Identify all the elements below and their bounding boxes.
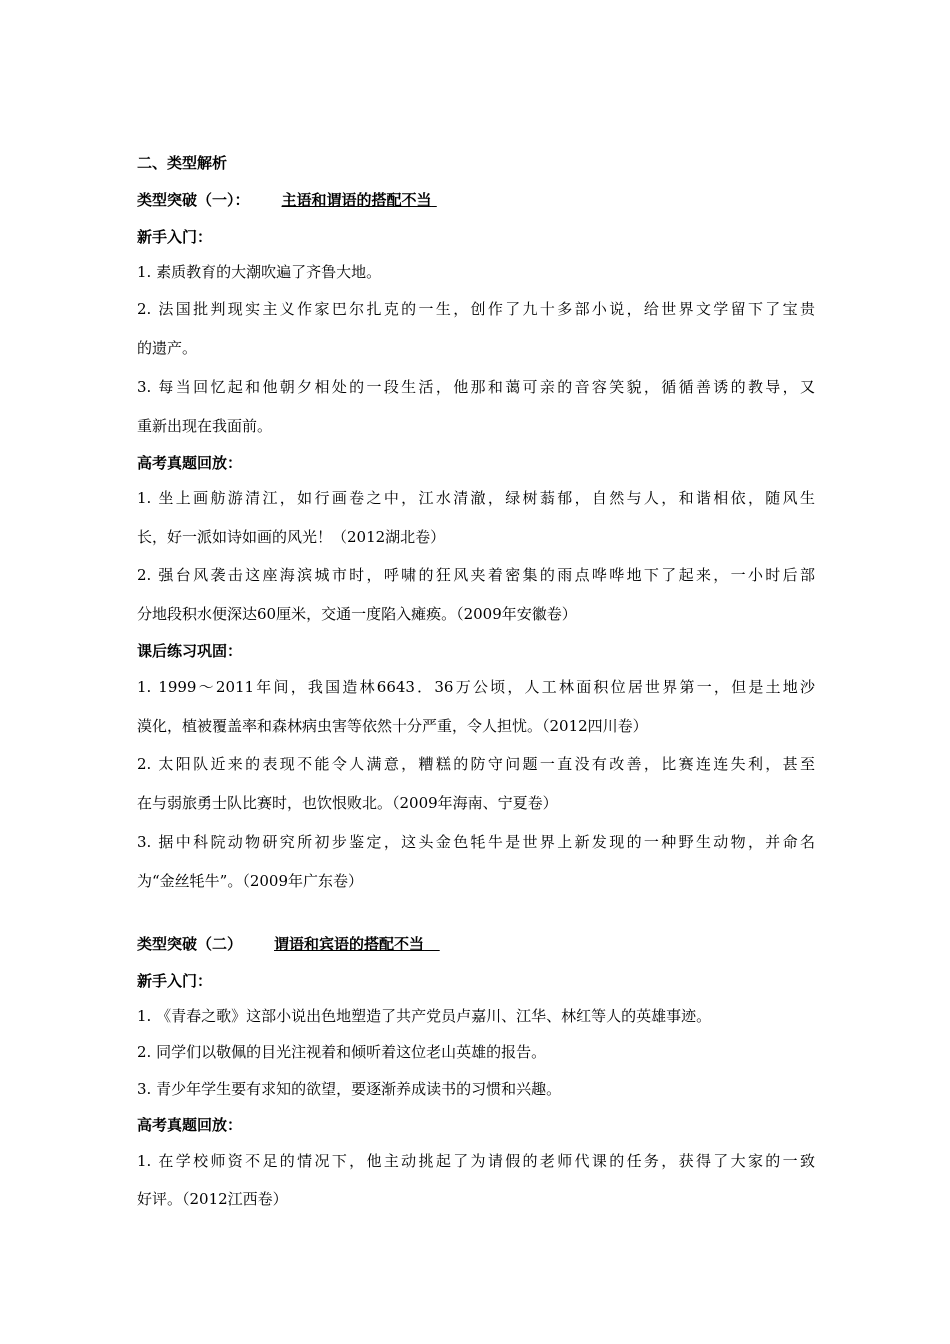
part2-heading xyxy=(137,933,440,954)
part2-label: 类型突破（二） xyxy=(137,935,243,953)
part1-novice-line: 1. 素质教育的大潮吹遍了齐鲁大地。 xyxy=(137,263,382,281)
part1-novice-line: 的遗产。 xyxy=(137,339,198,357)
part1-practice-line: 漠化，植被覆盖率和森林病虫害等依然十分严重，令人担忧。（2012四川卷） xyxy=(137,717,648,735)
part1-novice-label: 新手入门： xyxy=(137,228,213,246)
section-title: 二、类型解析 xyxy=(137,154,228,172)
part1-heading xyxy=(137,189,437,210)
part2-exam-line: 1. 在学校师资不足的情况下，他主动挑起了为请假的老师代课的任务，获得了大家的一致 xyxy=(137,1152,815,1170)
part2-exam-line: 好评。（2012江西卷） xyxy=(137,1190,288,1208)
part2-novice-line: 2. 同学们以敬佩的目光注视着和倾听着这位老山英雄的报告。 xyxy=(137,1043,547,1061)
part1-exam-line: 分地段积水便深达60厘米，交通一度陷入瘫痪。（2009年安徽卷） xyxy=(137,605,577,623)
part1-novice-line: 3. 每当回忆起和他朝夕相处的一段生活，他那和蔼可亲的音容笑貌，循循善诱的教导，又 xyxy=(137,378,815,396)
part1-practice-line: 1. 1999～2011年间，我国造林6643．36万公顷，人工林面积位居世界第一，但是土地沙 xyxy=(137,678,815,696)
part1-practice-line: 在与弱旅勇士队比赛时，也饮恨败北。（2009年海南、宁夏卷） xyxy=(137,794,558,812)
part2-novice-line: 3. 青少年学生要有求知的欲望，要逐渐养成读书的习惯和兴趣。 xyxy=(137,1080,562,1098)
part1-practice-line: 为“金丝牦牛”。（2009年广东卷） xyxy=(137,872,364,890)
part1-label: 类型突破（一）： xyxy=(137,191,250,209)
part2-topic: 谓语和宾语的搭配不当 xyxy=(274,935,425,953)
part1-novice-line: 2. 法国批判现实主义作家巴尔扎克的一生，创作了九十多部小说，给世界文学留下了宝贵 xyxy=(137,300,815,318)
part2-novice-line: 1. 《青春之歌》这部小说出色地塑造了共产党员卢嘉川、江华、林红等人的英雄事迹。 xyxy=(137,1007,712,1025)
part1-exam-line: 1. 坐上画舫游清江，如行画卷之中，江水清澈，绿树蓊郁，自然与人，和谐相依，随风生 xyxy=(137,489,815,507)
part1-exam-label: 高考真题回放： xyxy=(137,454,243,472)
part1-exam-line: 2. 强台风袭击这座海滨城市时，呼啸的狂风夹着密集的雨点哗哗地下了起来，一小时后部 xyxy=(137,566,815,584)
part2-novice-label: 新手入门： xyxy=(137,972,213,990)
part1-novice-line: 重新出现在我面前。 xyxy=(137,417,273,435)
part1-exam-line: 长，好一派如诗如画的风光！（2012湖北卷） xyxy=(137,528,446,546)
part2-exam-label: 高考真题回放： xyxy=(137,1116,243,1134)
part1-practice-line: 2. 太阳队近来的表现不能令人满意，糟糕的防守问题一直没有改善，比赛连连失利，甚至 xyxy=(137,755,815,773)
part1-practice-label: 课后练习巩固： xyxy=(137,642,243,660)
part1-practice-line: 3. 据中科院动物研究所初步鉴定，这头金色牦牛是世界上新发现的一种野生动物，并命名 xyxy=(137,833,815,851)
part1-topic: 主语和谓语的搭配不当 xyxy=(281,191,432,209)
